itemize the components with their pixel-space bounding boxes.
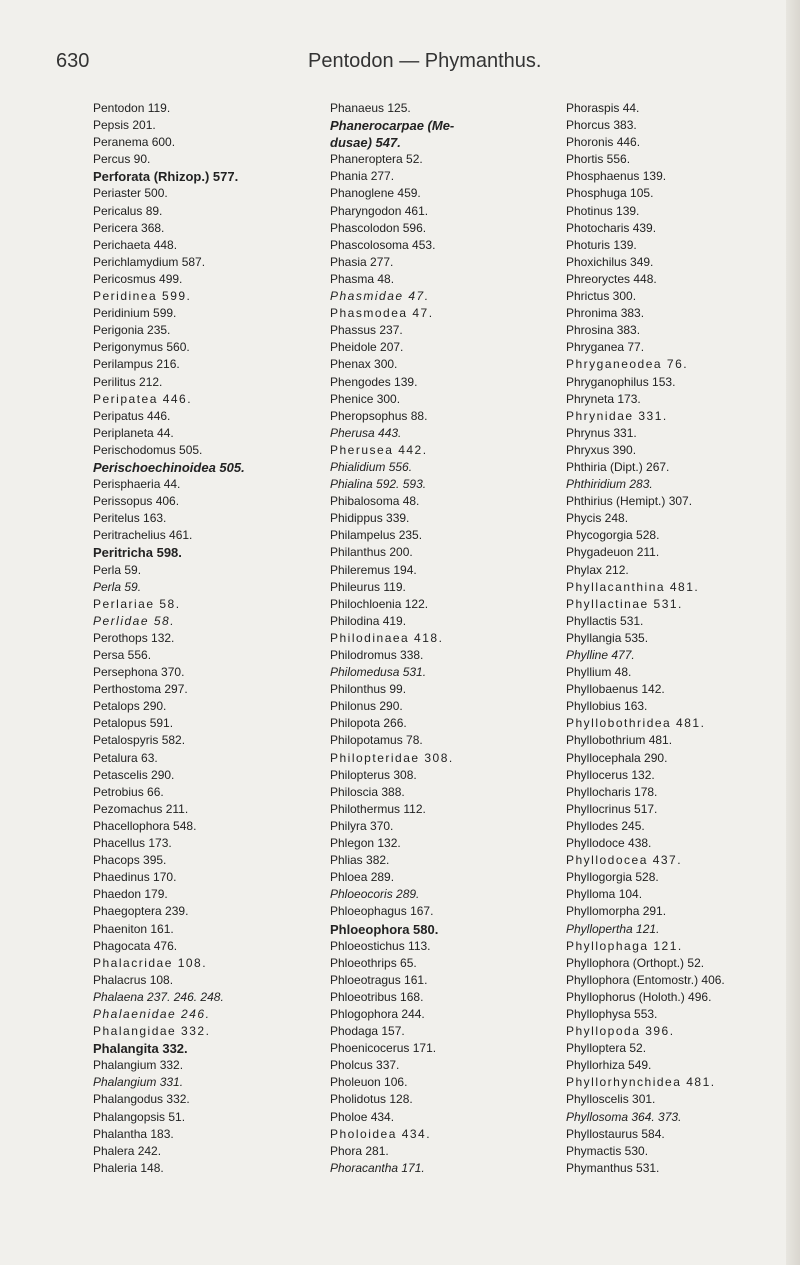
index-entry: Phloeocoris 289. <box>330 887 420 902</box>
index-entry: Philopotamus 78. <box>330 733 423 748</box>
index-entry: Peridinium 599. <box>93 306 177 321</box>
index-entry: Phthirius (Hemipt.) 307. <box>566 494 693 509</box>
index-entry: Phenax 300. <box>330 357 398 372</box>
index-entry: Phyllactinae 531. <box>566 596 683 611</box>
index-entry: Perlariae 58. <box>93 596 181 611</box>
index-entry: Philonthus 99. <box>330 682 407 697</box>
index-entry: Philochloenia 122. <box>330 596 429 611</box>
index-entry: Phibalosoma 48. <box>330 494 420 509</box>
index-entry: Phanaeus 125. <box>330 101 411 115</box>
index-entry: Phidippus 339. <box>330 511 410 526</box>
index-entry: Petalospyris 582. <box>93 733 186 748</box>
index-entry: Pentodon 119. <box>93 101 171 115</box>
index-entry: Philonus 290. <box>330 699 403 714</box>
index-entry: Phyllocephala 290. <box>566 750 668 765</box>
index-entry: Perla 59. <box>93 579 142 594</box>
index-entry: Phycis 248. <box>566 511 629 526</box>
index-entry: Philomedusa 531. <box>330 665 427 680</box>
index-entry: Phloea 289. <box>330 870 395 885</box>
index-column-2 <box>330 100 454 1177</box>
index-entry: Pholeuon 106. <box>330 1075 408 1090</box>
index-entry: Pezomachus 211. <box>93 801 189 816</box>
index-entry: Phalangodus 332. <box>93 1092 190 1107</box>
index-entry: Pheidole 207. <box>330 340 404 355</box>
index-entry: Phrynus 331. <box>566 425 637 440</box>
index-entry: Pericosmus 499. <box>93 271 183 286</box>
index-entry: Perforata (Rhizop.) 577. <box>93 169 239 185</box>
index-entry: Phortis 556. <box>566 152 631 167</box>
index-entry: Phorcus 383. <box>566 118 637 133</box>
index-entry: Perischoechinoidea 505. <box>93 459 245 475</box>
index-entry: Pericalus 89. <box>93 203 163 218</box>
index-entry: Perigonymus 560. <box>93 340 190 355</box>
index-entry: Phoronis 446. <box>566 135 641 150</box>
index-entry: Phalacridae 108. <box>93 955 208 970</box>
index-entry: Phrictus 300. <box>566 289 637 304</box>
index-entry: Phryganophilus 153. <box>566 374 676 389</box>
index-entry: Pheropsophus 88. <box>330 408 428 423</box>
index-entry: Phalangium 332. <box>93 1058 184 1073</box>
index-entry: Phthiridium 283. <box>566 477 653 492</box>
index-entry: dusae) 547. <box>330 135 401 151</box>
index-entry: Phycogorgia 528. <box>566 528 660 543</box>
index-entry: Phacops 395. <box>93 853 167 868</box>
index-entry: Phanerocarpae (Me- <box>330 118 455 134</box>
index-entry: Phascolodon 596. <box>330 220 427 235</box>
index-entry: Pholoidea 434. <box>330 1126 432 1141</box>
index-entry: Peranema 600. <box>93 135 176 150</box>
index-entry: Philodromus 338. <box>330 648 424 662</box>
index-entry: Periplaneta 44. <box>93 425 174 440</box>
index-entry: Phyllium 48. <box>566 665 632 680</box>
index-entry: Phalangium 331. <box>93 1075 184 1090</box>
index-entry: Phyllobaenus 142. <box>566 682 665 697</box>
index-column-1 <box>93 100 245 1177</box>
index-entry: Perissopus 406. <box>93 494 180 509</box>
index-entry: Phengodes 139. <box>330 374 418 389</box>
index-entry: Phylax 212. <box>566 562 629 577</box>
index-entry: Phyllocrinus 517. <box>566 801 658 816</box>
index-entry: Phylloscelis 301. <box>566 1092 656 1107</box>
index-entry: Phoracantha 171. <box>330 1160 425 1175</box>
index-entry: Pepsis 201. <box>93 118 156 133</box>
index-entry: Perichlamydium 587. <box>93 254 206 269</box>
index-entry: Phloeotribus 168. <box>330 989 424 1004</box>
index-entry: Perlidae 58. <box>93 613 176 628</box>
index-entry: Phasma 48. <box>330 271 395 286</box>
index-entry: Perisphaeria 44. <box>93 477 181 492</box>
index-entry: Peripatus 446. <box>93 408 171 423</box>
index-entry: Philoscia 388. <box>330 784 405 799</box>
index-entry: Phloeophora 580. <box>330 921 439 937</box>
index-entry: Phyllopoda 396. <box>566 1024 675 1039</box>
index-entry: Philodina 419. <box>330 613 407 628</box>
index-entry: Phalangopsis 51. <box>93 1109 186 1124</box>
index-entry: Photocharis 439. <box>566 220 657 235</box>
index-entry: Perilampus 216. <box>93 357 180 372</box>
index-entry: Phyllogorgia 528. <box>566 870 659 885</box>
index-entry: Phyllobothridea 481. <box>566 716 706 731</box>
index-entry: Phosphuga 105. <box>566 186 654 201</box>
index-entry: Phialina 592. 593. <box>330 477 427 492</box>
index-entry: Phodaga 157. <box>330 1024 405 1039</box>
index-entry: Phileremus 194. <box>330 562 417 577</box>
index-entry: Phassus 237. <box>330 323 403 338</box>
index-entry: Phaedinus 170. <box>93 870 177 885</box>
index-entry: Persephona 370. <box>93 665 185 680</box>
index-entry: Phoraspis 44. <box>566 101 640 115</box>
index-entry: Phyllacanthina 481. <box>566 579 700 594</box>
index-entry: Phyllophorus (Holoth.) 496. <box>566 989 712 1004</box>
index-entry: Phalantha 183. <box>93 1126 174 1141</box>
index-entry: Phaneroptera 52. <box>330 152 423 167</box>
index-entry: Philanthus 200. <box>330 545 413 560</box>
index-entry: Phosphaenus 139. <box>566 169 667 184</box>
index-entry: Phylloptera 52. <box>566 1041 647 1056</box>
index-entry: Phronima 383. <box>566 306 645 321</box>
index-entry: Phryxus 390. <box>566 442 637 457</box>
index-entry: Perilitus 212. <box>93 374 163 389</box>
index-entry: Peritelus 163. <box>93 511 167 526</box>
index-entry: Phyllactis 531. <box>566 613 644 628</box>
page-number: 630 <box>56 50 90 72</box>
index-entry: Phloeostichus 113. <box>330 938 431 953</box>
index-entry: Petascelis 290. <box>93 767 175 782</box>
index-entry: Phloeotragus 161. <box>330 972 428 987</box>
index-entry: Philopteridae 308. <box>330 750 454 765</box>
index-entry: Petalura 63. <box>93 750 158 765</box>
index-entry: Phylline 477. <box>566 648 635 662</box>
index-entry: Phyllangia 535. <box>566 630 649 645</box>
index-entry: Phyllocerus 132. <box>566 767 655 782</box>
index-entry: Phryneta 173. <box>566 391 641 406</box>
index-entry: Phthiria (Dipt.) 267. <box>566 459 670 474</box>
index-entry: Percus 90. <box>93 152 151 167</box>
index-entry: Phyllophora (Entomostr.) 406. <box>566 972 725 987</box>
index-entry: Phyllobothrium 481. <box>566 733 673 748</box>
index-entry: Phalangidae 332. <box>93 1024 211 1039</box>
index-entry: Phyllophaga 121. <box>566 938 683 953</box>
index-entry: Phyllorhiza 549. <box>566 1058 652 1073</box>
index-entry: Phasmodea 47. <box>330 306 434 321</box>
index-entry: Phloeothrips 65. <box>330 955 417 970</box>
index-entry: Phasmidae 47. <box>330 289 430 304</box>
index-entry: Perichaeta 448. <box>93 237 178 252</box>
page-header <box>0 50 800 90</box>
index-entry: Pericera 368. <box>93 220 165 235</box>
index-entry: Phascolosoma 453. <box>330 237 436 252</box>
index-entry: Phyllocharis 178. <box>566 784 658 799</box>
index-entry: Perischodomus 505. <box>93 442 203 457</box>
index-entry: Phlogophora 244. <box>330 1006 425 1021</box>
index-entry: Phyllostaurus 584. <box>566 1126 665 1141</box>
index-entry: Petalops 290. <box>93 699 167 714</box>
index-entry: Phasia 277. <box>330 254 394 269</box>
index-entry: Phyllorhynchidea 481. <box>566 1075 716 1090</box>
index-entry: Phyllophora (Orthopt.) 52. <box>566 955 705 970</box>
index-entry: Phalaena 237. 246. 248. <box>93 989 224 1004</box>
index-entry: Phyllodes 245. <box>566 818 645 833</box>
index-entry: Phoenicocerus 171. <box>330 1041 437 1056</box>
running-head: Pentodon — Phymanthus. <box>308 50 542 72</box>
index-entry: Peridinea 599. <box>93 289 192 304</box>
index-entry: Phanoglene 459. <box>330 186 421 201</box>
index-entry: Phalaenidae 246. <box>93 1006 211 1021</box>
index-entry: Phyllodocea 437. <box>566 853 683 868</box>
index-entry: Phania 277. <box>330 169 395 184</box>
index-entry: Phyllobius 163. <box>566 699 648 714</box>
index-entry: Phoxichilus 349. <box>566 254 654 269</box>
index-entry: Pholidotus 128. <box>330 1092 413 1107</box>
index-entry: Phalera 242. <box>93 1143 162 1158</box>
index-entry: Phialidium 556. <box>330 459 413 474</box>
index-entry: Phyllomorpha 291. <box>566 904 667 919</box>
index-entry: Phloeophagus 167. <box>330 904 434 919</box>
index-entry: Persa 556. <box>93 648 152 662</box>
page-edge <box>786 0 800 1265</box>
index-entry: Photinus 139. <box>566 203 640 218</box>
index-entry: Phora 281. <box>330 1143 389 1158</box>
index-entry: Phileurus 119. <box>330 579 406 594</box>
index-entry: Perla 59. <box>93 562 142 577</box>
index-entry: Phylloma 104. <box>566 887 643 902</box>
index-entry: Phlegon 132. <box>330 836 401 851</box>
index-entry: Phaedon 179. <box>93 887 168 902</box>
index-entry: Phacellophora 548. <box>93 818 197 833</box>
index-entry: Pherusea 442. <box>330 442 428 457</box>
index-entry: Phymanthus 531. <box>566 1160 660 1175</box>
index-entry: Phaeniton 161. <box>93 921 174 936</box>
index-entry: Phymactis 530. <box>566 1143 649 1158</box>
index-entry: Photuris 139. <box>566 237 637 252</box>
index-entry: Phrynidae 331. <box>566 408 668 423</box>
index-entry: Petalopus 591. <box>93 716 174 731</box>
index-entry: Phyllosoma 364. 373. <box>566 1109 682 1124</box>
index-entry: Phalacrus 108. <box>93 972 174 987</box>
index-entry: Phyllophysa 553. <box>566 1006 658 1021</box>
index-entry: Perigonia 235. <box>93 323 171 338</box>
index-entry: Peripatea 446. <box>93 391 193 406</box>
index-entry: Philyra 370. <box>330 818 394 833</box>
index-entry: Perothops 132. <box>93 630 175 645</box>
index-entry: Phacellus 173. <box>93 836 172 851</box>
index-entry: Phryganeodea 76. <box>566 357 689 372</box>
index-entry: Philothermus 112. <box>330 801 426 816</box>
index-entry: Phrosina 383. <box>566 323 641 338</box>
index-entry: Peritrachelius 461. <box>93 528 193 543</box>
index-entry: Pharyngodon 461. <box>330 203 429 218</box>
index-entry: Perthostoma 297. <box>93 682 188 697</box>
index-entry: Phryganea 77. <box>566 340 645 355</box>
index-entry: Phlias 382. <box>330 853 390 868</box>
index-entry: Phreoryctes 448. <box>566 271 657 286</box>
index-entry: Phaleria 148. <box>93 1160 164 1175</box>
index-column-3 <box>566 100 725 1177</box>
index-entry: Phygadeuon 211. <box>566 545 660 560</box>
index-entry: Peritricha 598. <box>93 545 182 561</box>
index-entry: Phyllopertha 121. <box>566 921 660 936</box>
index-entry: Periaster 500. <box>93 186 168 201</box>
index-entry: Philopota 266. <box>330 716 407 731</box>
index-entry: Phenice 300. <box>330 391 401 406</box>
index-entry: Philopterus 308. <box>330 767 417 782</box>
index-entry: Pherusa 443. <box>330 425 402 440</box>
index-entry: Phaegoptera 239. <box>93 904 189 919</box>
index-entry: Phalangita 332. <box>93 1041 188 1057</box>
index-entry: Philampelus 235. <box>330 528 423 543</box>
index-entry: Petrobius 66. <box>93 784 164 799</box>
index-entry: Phagocata 476. <box>93 938 178 953</box>
index-entry: Pholoe 434. <box>330 1109 395 1124</box>
index-entry: Phyllodoce 438. <box>566 836 652 851</box>
index-entry: Pholcus 337. <box>330 1058 400 1073</box>
index-entry: Philodinaea 418. <box>330 630 444 645</box>
